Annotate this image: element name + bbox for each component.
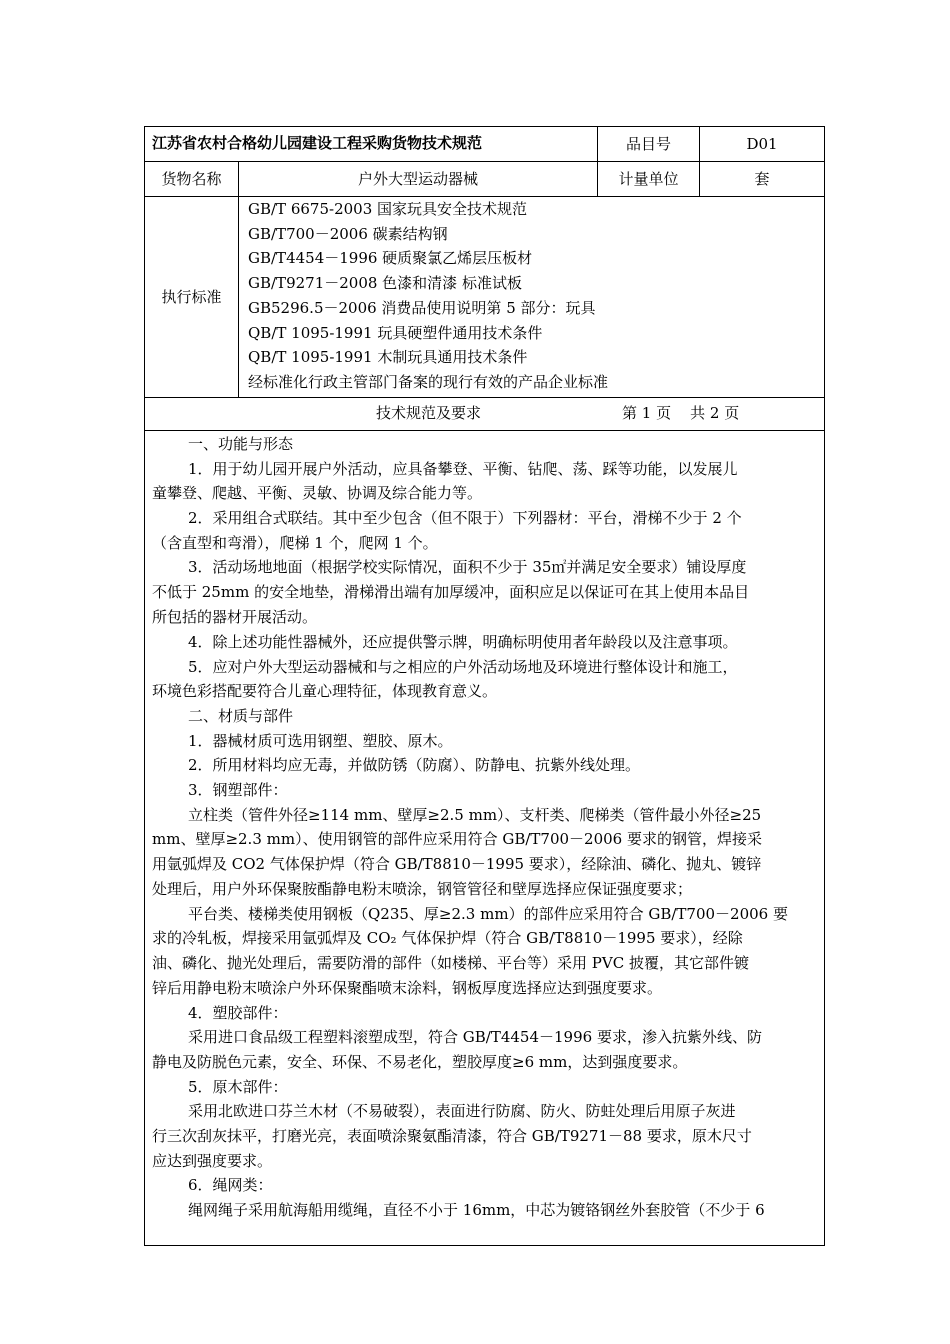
goods-name-label: 货物名称: [161, 169, 222, 188]
body-line: 2．所用材料均应无毒，并做防锈（防腐）、防静电、抗紫外线处理。: [188, 756, 641, 774]
body-line: 处理后，用户外环保聚胺酯静电粉末喷涂，钢管管径和壁厚选择应保证强度要求；: [152, 880, 693, 898]
body-line: 平台类、楼梯类使用钢板（Q235、厚≥2.3 mm）的部件应采用符合 GB/T700－2006 要: [188, 905, 788, 923]
body-line: 应达到强度要求。: [152, 1152, 273, 1170]
standard-item: QB/T 1095-1991 玩具硬塑件通用技术条件: [248, 324, 543, 342]
body-line: 所包括的器材开展活动。: [152, 608, 318, 626]
page-indicator: 第 1 页 共 2 页: [622, 404, 740, 422]
body-line: 2．采用组合式联结。其中至少包含（但不限于）下列器材：平台，滑梯不少于 2 个: [188, 509, 742, 527]
body-line: 3．活动场地地面（根据学校实际情况，面积不少于 35㎡并满足安全要求）铺设厚度: [188, 558, 747, 576]
subsection-heading: 4．塑胶部件：: [188, 1004, 288, 1022]
subsection-heading: 5．原木部件：: [188, 1078, 288, 1096]
body-line: 1．用于幼儿园开展户外活动，应具备攀登、平衡、钻爬、荡、踩等功能，以发展儿: [188, 460, 738, 478]
standard-item: GB/T9271－2008 色漆和清漆 标准试板: [248, 274, 522, 292]
standard-item: GB/T700－2006 碳素结构钢: [248, 225, 448, 243]
body-line: 不低于 25mm 的安全地垫，滑梯滑出端有加厚缓冲，面积应足以保证可在其上使用本品目: [152, 583, 750, 601]
body-line: 采用进口食品级工程塑料滚塑成型，符合 GB/T4454－1996 要求，渗入抗紫外线、防: [188, 1028, 762, 1046]
standard-item: GB/T 6675-2003 国家玩具安全技术规范: [248, 200, 528, 218]
section-heading: 一、功能与形态: [188, 435, 294, 453]
goods-name-value: 户外大型运动器械: [357, 169, 478, 188]
unit-value: 套: [754, 169, 770, 188]
body-line: 锌后用静电粉末喷涂户外环保聚酯喷末涂料，钢板厚度选择应达到强度要求。: [152, 979, 663, 997]
body-line: 绳网绳子采用航海船用缆绳，直径不小于 16mm，中芯为镀铬钢丝外套胶管（不少于 6: [188, 1201, 765, 1219]
item-number-value: D01: [746, 134, 778, 153]
body-line: 童攀登、爬越、平衡、灵敏、协调及综合能力等。: [152, 484, 483, 502]
table-border-bottom: [144, 1245, 825, 1246]
subsection-heading: 3．钢塑部件：: [188, 781, 288, 799]
body-line: 环境色彩搭配要符合儿童心理特征，体现教育意义。: [152, 682, 498, 700]
standards-label: 执行标准: [161, 287, 222, 306]
item-number-label: 品目号: [625, 134, 671, 153]
table-border-right: [824, 126, 825, 1246]
body-line: （含直型和弯滑），爬梯 1 个，爬网 1 个。: [152, 534, 438, 552]
body-line: 静电及防脱色元素，安全、环保、不易老化，塑胶厚度≥6 mm，达到强度要求。: [152, 1053, 688, 1071]
subsection-heading: 6．绳网类：: [188, 1176, 273, 1194]
body-line: mm、壁厚≥2.3 mm）、使用钢管的部件应采用符合 GB/T700－2006 要求的钢管，焊接采: [152, 830, 762, 848]
body-line: 用氩弧焊及 CO2 气体保护焊（符合 GB/T8810－1995 要求），经除油、磷化、抛丸、镀锌: [152, 855, 762, 873]
standard-item: 经标准化行政主管部门备案的现行有效的产品企业标准: [248, 373, 609, 391]
standard-item: GB5296.5－2006 消费品使用说明第 5 部分：玩具: [248, 299, 596, 317]
body-line: 求的冷轧板，焊接采用氩弧焊及 CO₂ 气体保护焊（符合 GB/T8810－1995 要求），经除: [152, 929, 743, 947]
table-col-divider: [238, 161, 239, 398]
body-line: 立柱类（管件外径≥114 mm、壁厚≥2.5 mm）、支杆类、爬梯类（管件最小外径≥25: [188, 806, 762, 824]
section-heading: 二、材质与部件: [188, 707, 294, 725]
standard-item: GB/T4454－1996 硬质聚氯乙烯层压板材: [248, 249, 533, 267]
table-row-divider: [144, 430, 825, 431]
body-line: 采用北欧进口芬兰木材（不易破裂），表面进行防腐、防火、防蛀处理后用原子灰进: [188, 1102, 736, 1120]
unit-label: 计量单位: [618, 169, 679, 188]
body-line: 油、磷化、抛光处理后，需要防滑的部件（如楼梯、平台等）采用 PVC 披覆，其它部件镀: [152, 954, 749, 972]
body-line: 5．应对户外大型运动器械和与之相应的户外活动场地及环境进行整体设计和施工，: [188, 658, 738, 676]
document-title: 江苏省农村合格幼儿园建设工程采购货物技术规范: [152, 134, 483, 152]
body-line: 行三次刮灰抹平，打磨光亮，表面喷涂聚氨酯清漆，符合 GB/T9271－88 要求，原木尺寸: [152, 1127, 752, 1145]
standard-item: QB/T 1095-1991 木制玩具通用技术条件: [248, 348, 528, 366]
body-line: 4．除上述功能性器械外，还应提供警示牌，明确标明使用者年龄段以及注意事项。: [188, 633, 738, 651]
table-row-divider: [144, 397, 825, 398]
body-line: 1．器械材质可选用钢塑、塑胶、原木。: [188, 732, 453, 750]
spec-section-title: 技术规范及要求: [376, 404, 482, 422]
